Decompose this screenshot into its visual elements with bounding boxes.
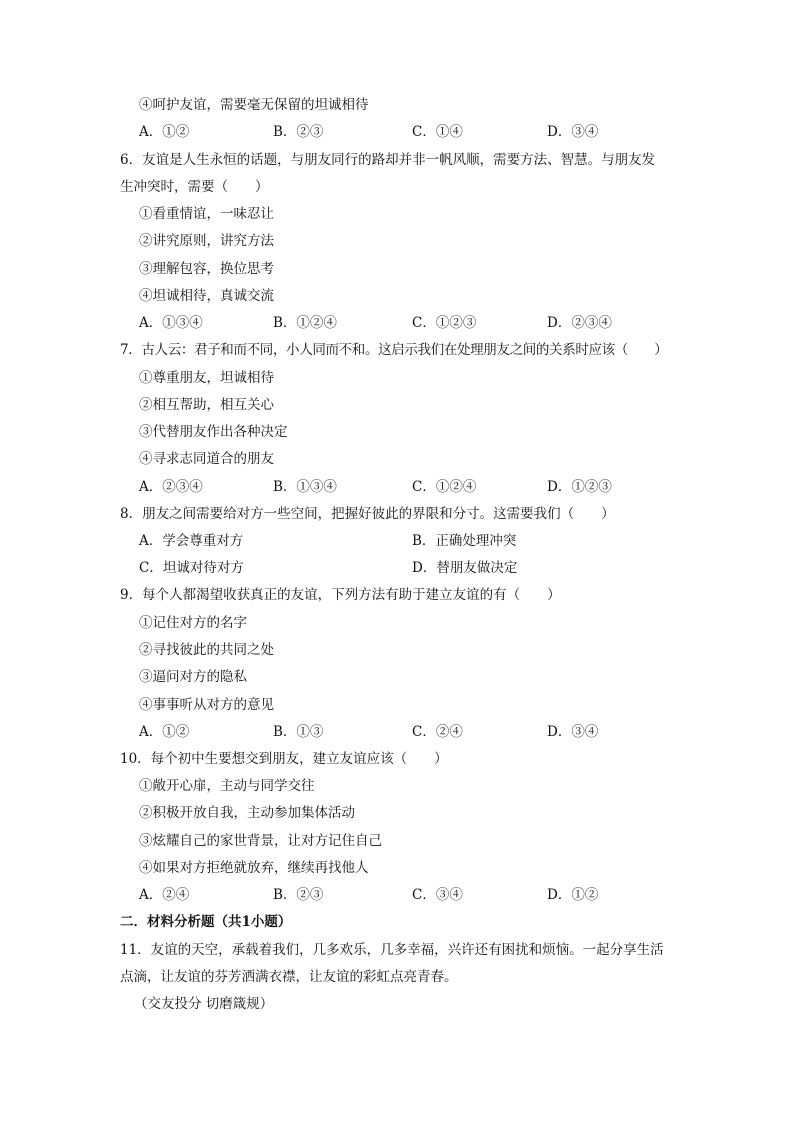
q7-option-a: A．②③④	[139, 479, 203, 495]
q5-option-a: A．①②	[139, 124, 190, 140]
q11-subtitle: （交友投分 切磨箴规）	[134, 996, 274, 1012]
q9-item-4: ④事事听从对方的意见	[139, 697, 274, 713]
q9-option-d: D．③④	[547, 724, 599, 740]
q11-stem-line1: 11．友谊的天空，承载着我们，几多欢乐，几多幸福，兴许还有困扰和烦恼。一起分享生活	[120, 942, 664, 958]
q10-item-4: ④如果对方拒绝就放弃，继续再找他人	[139, 860, 369, 876]
section-2-title: 二．材料分析题（共1小题）	[120, 914, 292, 930]
q6-stem-line2: 生冲突时，需要（ ）	[120, 179, 269, 195]
q6-item-3: ③理解包容，换位思考	[139, 261, 274, 277]
q6-option-a: A．①③④	[139, 315, 203, 331]
q9-stem: 9．每个人都渴望收获真正的友谊，下列方法有助于建立友谊的有（ ）	[120, 587, 561, 603]
q10-option-b: B．②③	[273, 887, 324, 903]
q10-stem: 10．每个初中生要想交到朋友，建立友谊应该（ ）	[120, 751, 448, 767]
q5-option-c: C．①④	[412, 124, 463, 140]
q5-option-d: D．③④	[547, 124, 599, 140]
q6-option-b: B．①②④	[273, 315, 337, 331]
q7-option-d: D．①②③	[547, 479, 612, 495]
q6-stem-line1: 6．友谊是人生永恒的话题，与朋友同行的路却并非一帆风顺，需要方法、智慧。与朋友发	[120, 152, 656, 168]
q8-stem: 8．朋友之间需要给对方一些空间，把握好彼此的界限和分寸。这需要我们（ ）	[120, 506, 615, 522]
q8-option-a: A．学会尊重对方	[139, 533, 244, 549]
q6-item-4: ④坦诚相待，真诚交流	[139, 288, 274, 304]
q10-item-1: ①敞开心扉，主动与同学交往	[139, 778, 315, 794]
q7-item-3: ③代替朋友作出各种决定	[139, 424, 288, 440]
q10-option-a: A．②④	[139, 887, 190, 903]
q9-option-b: B．①③	[273, 724, 324, 740]
q10-option-d: D．①②	[547, 887, 599, 903]
q9-item-3: ③逼问对方的隐私	[139, 669, 247, 685]
q6-item-1: ①看重情谊，一味忍让	[139, 206, 274, 222]
q8-option-c: C．坦诚对待对方	[139, 560, 244, 576]
q10-option-c: C．③④	[412, 887, 463, 903]
q10-item-3: ③炫耀自己的家世背景，让对方记住自己	[139, 833, 382, 849]
q7-item-1: ①尊重朋友，坦诚相待	[139, 370, 274, 386]
q5-option-b: B．②③	[273, 124, 324, 140]
q6-option-d: D．②③④	[547, 315, 612, 331]
q10-item-2: ②积极开放自我，主动参加集体活动	[139, 805, 355, 821]
q7-item-2: ②相互帮助，相互关心	[139, 397, 274, 413]
q7-item-4: ④寻求志同道合的朋友	[139, 451, 274, 467]
q7-stem: 7．古人云：君子和而不同，小人同而不和。这启示我们在处理朋友之间的关系时应该（ ）	[120, 342, 668, 358]
q8-option-d: D．替朋友做决定	[412, 560, 518, 576]
q7-option-c: C．①②④	[412, 479, 477, 495]
q9-option-c: C．②④	[412, 724, 463, 740]
q6-option-c: C．①②③	[412, 315, 477, 331]
q7-option-b: B．①③④	[273, 479, 337, 495]
q6-item-2: ②讲究原则，讲究方法	[139, 233, 274, 249]
q11-stem-line2: 点滴，让友谊的芬芳洒满衣襟，让友谊的彩虹点亮青春。	[120, 969, 458, 985]
q8-option-b: B．正确处理冲突	[412, 533, 517, 549]
q5-item-4: ④呵护友谊，需要毫无保留的坦诚相待	[139, 97, 369, 113]
q9-item-2: ②寻找彼此的共同之处	[139, 642, 274, 658]
q9-option-a: A．①②	[139, 724, 190, 740]
q9-item-1: ①记住对方的名字	[139, 615, 247, 631]
